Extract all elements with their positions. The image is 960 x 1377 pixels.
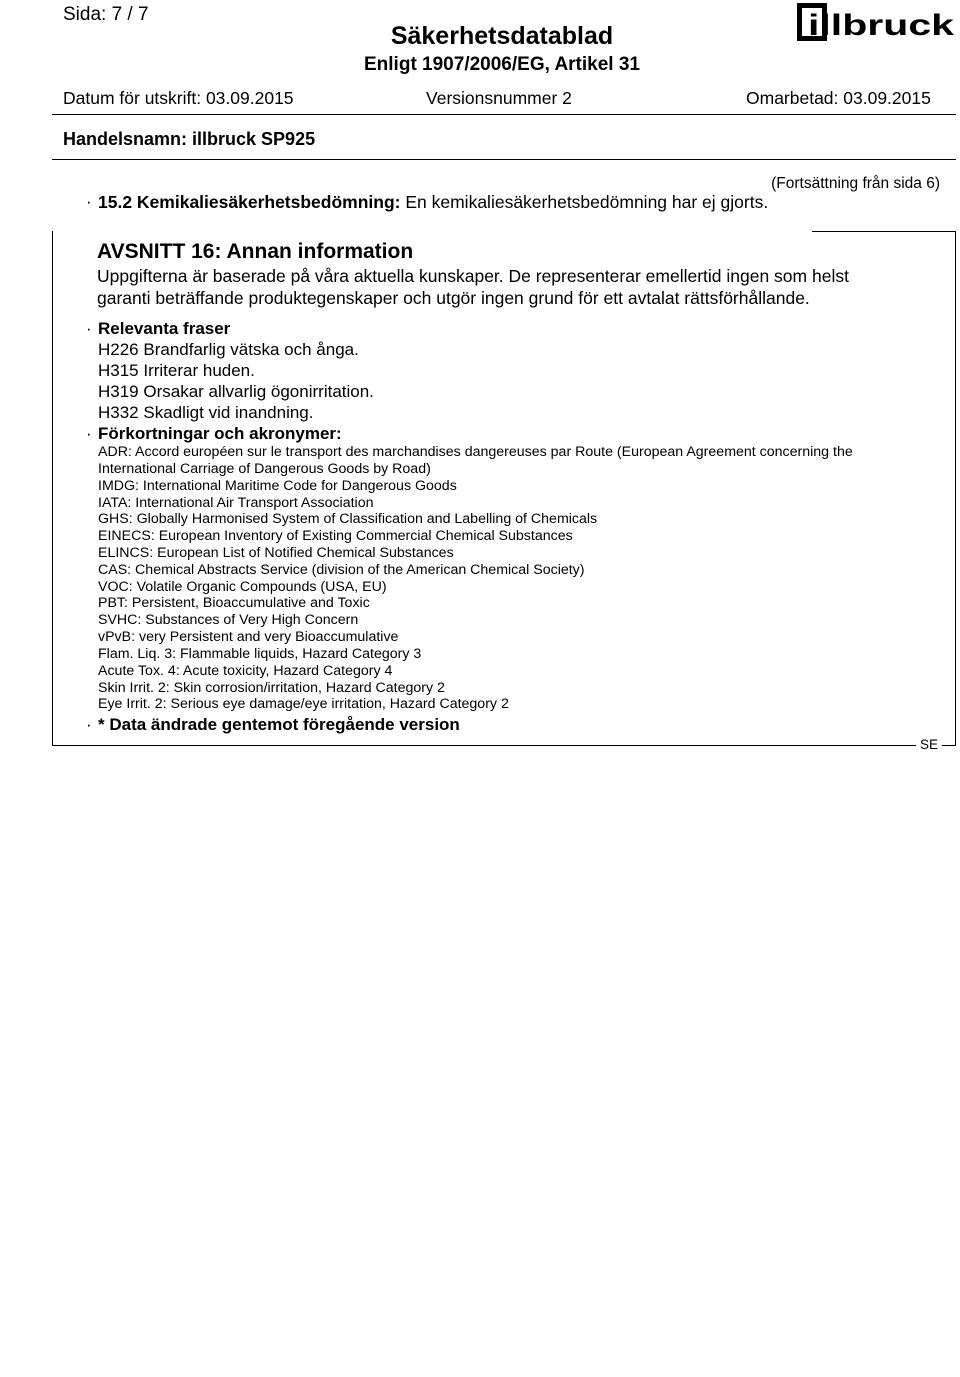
print-date: Datum för utskrift: 03.09.2015	[63, 88, 294, 108]
phrase-item: H315 Irriterar huden.	[98, 361, 255, 380]
intro-line: Uppgifterna är baserade på våra aktuella kunskaper. De representerar emellertid ingen som helst	[97, 266, 849, 286]
abbreviation-item: VOC: Volatile Organic Compounds (USA, EU)	[98, 579, 387, 595]
abbreviation-item: PBT: Persistent, Bioaccumulative and Toxic	[98, 595, 370, 611]
bullet: ·	[86, 424, 92, 443]
abbreviation-item: IATA: International Air Transport Association	[98, 495, 374, 511]
revision-date: Omarbetad: 03.09.2015	[746, 88, 931, 108]
trade-name-divider	[52, 159, 956, 160]
abbreviation-item: Eye Irrit. 2: Serious eye damage/eye irritation, Hazard Category 2	[98, 696, 509, 712]
changed-data-note: * Data ändrade gentemot föregående version	[98, 715, 460, 734]
section-box-bottom	[52, 745, 956, 746]
document-subtitle: Enligt 1907/2006/EG, Artikel 31	[364, 54, 640, 75]
abbreviation-item: vPvB: very Persistent and very Bioaccumulative	[98, 629, 399, 645]
section-15-2-label: 15.2 Kemikaliesäkerhetsbedömning:	[98, 192, 401, 212]
section-box-top-right	[812, 231, 956, 232]
abbreviation-item: ELINCS: European List of Notified Chemical Substances	[98, 545, 454, 561]
intro-line: garanti beträffande produktegenskaper och utgör ingen grund för ett avtalat rättsförhållande.	[97, 288, 810, 308]
section-16-title: AVSNITT 16: Annan information	[97, 240, 414, 263]
phrase-item: H332 Skadligt vid inandning.	[98, 403, 314, 422]
abbreviation-item: International Carriage of Dangerous Goods by Road)	[98, 461, 431, 477]
version-number: Versionsnummer 2	[426, 88, 572, 108]
document-title: Säkerhetsdatablad	[390, 22, 614, 50]
section-box-left	[52, 231, 53, 745]
section-box-right	[955, 231, 956, 745]
abbreviation-item: ADR: Accord européen sur le transport des marchandises dangereuses par Route (European Agreement concerning the	[98, 444, 853, 460]
trade-name: Handelsnamn: illbruck SP925	[63, 129, 316, 149]
phrase-item: H226 Brandfarlig vätska och ånga.	[98, 340, 359, 359]
header-divider	[52, 114, 956, 115]
bullet: ·	[86, 319, 92, 338]
abbreviation-item: SVHC: Substances of Very High Concern	[98, 612, 359, 628]
abbreviation-item: CAS: Chemical Abstracts Service (division of the American Chemical Society)	[98, 562, 585, 578]
abbreviation-item: Skin Irrit. 2: Skin corrosion/irritation, Hazard Category 2	[98, 680, 445, 696]
page-number: Sida: 7 / 7	[63, 4, 149, 25]
phrase-item: H319 Orsakar allvarlig ögonirritation.	[98, 382, 374, 401]
continuation-note: (Fortsättning från sida 6)	[771, 175, 940, 192]
language-code: SE	[916, 737, 942, 752]
bullet: ·	[86, 192, 92, 211]
abbreviation-item: Flam. Liq. 3: Flammable liquids, Hazard Category 3	[98, 646, 422, 662]
abbreviations-title: Förkortningar och akronymer:	[98, 424, 342, 443]
abbreviation-item: IMDG: International Maritime Code for Dangerous Goods	[98, 478, 457, 494]
section-15-2-text: En kemikaliesäkerhetsbedömning har ej gjorts.	[405, 192, 769, 212]
illbruck-logo	[797, 3, 957, 41]
phrases-title: Relevanta fraser	[98, 319, 231, 338]
abbreviation-item: GHS: Globally Harmonised System of Classification and Labelling of Chemicals	[98, 511, 598, 527]
section-15-2	[98, 192, 768, 213]
bullet: ·	[86, 715, 92, 734]
abbreviation-item: Acute Tox. 4: Acute toxicity, Hazard Category 4	[98, 663, 393, 679]
abbreviation-item: EINECS: European Inventory of Existing Commercial Chemical Substances	[98, 528, 573, 544]
logo-text: illbruck	[808, 9, 955, 41]
